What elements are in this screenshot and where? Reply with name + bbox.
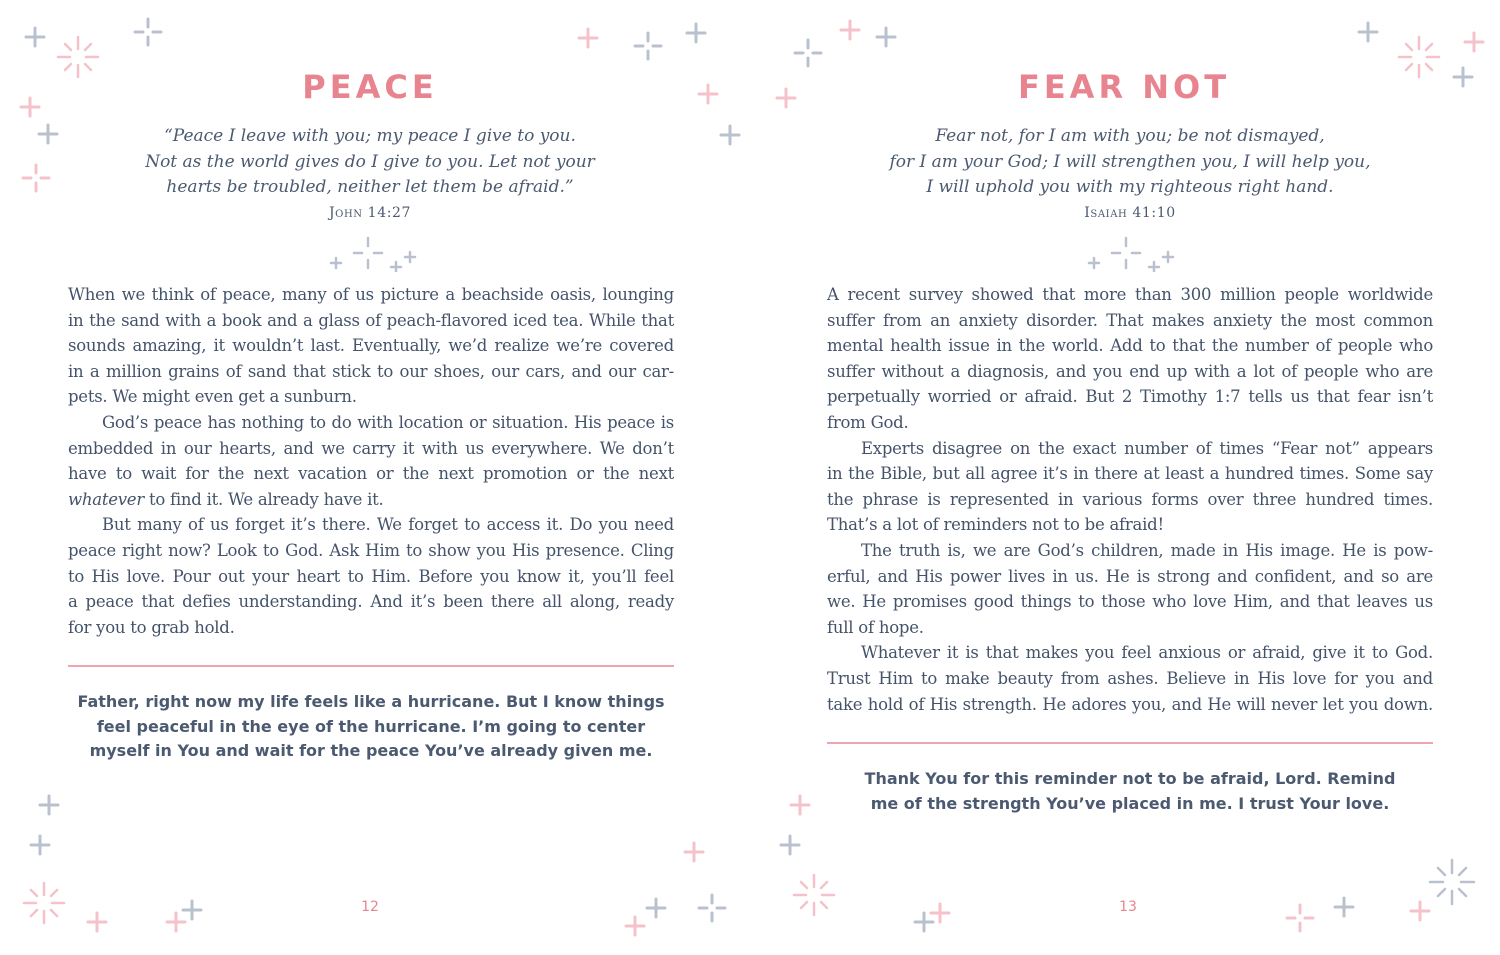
body-line: sounds amazing, it wouldn’t last. Eventually, we’d realize we’re covered [68,336,674,356]
devotional-body [827,282,1433,717]
divider-sparkle-icon [1080,232,1180,272]
page-number: 12 [361,899,379,915]
divider-sparkle-icon [322,232,422,272]
prayer-line: myself in You and wait for the peace You’ve already given me. [89,741,653,760]
quote-line: Not as the world gives do I give to you. Let not your [145,151,595,172]
body-line: from God. [827,412,909,432]
page-title: FEAR NOT [1017,68,1231,106]
body-line: embedded in our hearts, and we carry it with us everywhere. We don’t [68,438,674,458]
body-line: in a million grains of sand that stick to our shoes, our cars, and our car- [68,361,674,381]
body-line: erful, and His power lives in us. He is strong and confident, and so are [827,566,1433,586]
page-title: PEACE [302,68,438,106]
scripture-quote [830,124,1430,201]
prayer-line: me of the strength You’ve placed in me. I trust Your love. [870,793,1390,813]
page-number: 13 [1119,899,1137,915]
prayer-line: feel peaceful in the eye of the hurricane. I’m going to center [96,716,646,736]
quote-line: I will uphold you with my righteous right hand. [926,177,1334,197]
body-line: mental health issue in the world. Add to that the number of people who [827,336,1433,356]
section-divider [68,665,674,667]
quote-line: for I am your God; I will strengthen you, I will help you, [889,151,1371,172]
emphasis-text: whatever [68,489,144,509]
scripture-reference: Isaiah 41:10 [1084,205,1176,221]
quote-line: hearts be troubled, neither let them be afraid.” [166,177,574,197]
body-line: take hold of His strength. He adores you, and He will never let you down. [827,694,1433,714]
body-line: The truth is, we are God’s children, made in His image. He is pow- [861,540,1433,560]
scripture-quote [70,124,670,201]
body-line: That’s a lot of reminders not to be afraid! [827,515,1164,535]
body-line: a peace that defies understanding. And it’s been there all along, ready [68,592,674,612]
quote-line: Fear not, for I am with you; be not dismayed, [935,126,1325,146]
body-line: suffer without a diagnosis, and you end up with a lot of people who are [827,361,1433,381]
body-line: in the sand with a book and a glass of peach-flavored iced tea. While that [68,310,674,330]
right-page [750,0,1500,955]
body-line: Whatever it is that makes you feel anxious or afraid, give it to God. [861,643,1433,663]
body-line: full of hope. [827,617,924,637]
body-line: whatever to find it. We already have it. [68,489,384,509]
prayer-text [827,767,1433,816]
body-line: pets. We might even get a sunburn. [68,387,357,407]
body-line: in the Bible, but all agree it’s in there at least a hundred times. Some say [827,464,1433,484]
body-line: Trust Him to make beauty from ashes. Believe in His love for you and [827,668,1433,688]
body-line: have to wait for the next vacation or the next promotion or the next [68,464,674,484]
body-line: the phrase is represented in various forms over three hundred times. [827,489,1433,509]
body-line: A recent survey showed that more than 300 million people worldwide [827,285,1433,304]
body-line: to His love. Pour out your heart to Him. Before you know it, you’ll feel [68,566,674,586]
scripture-reference: John 14:27 [328,205,412,221]
body-line: But many of us forget it’s there. We forget to access it. Do you need [102,515,674,535]
body-line: God’s peace has nothing to do with location or situation. His peace is [102,412,674,432]
body-line: perpetually worried or afraid. But 2 Timothy 1:7 tells us that fear isn’t [827,387,1433,407]
prayer-line: Thank You for this reminder not to be afraid, Lord. Remind [864,769,1396,788]
body-line: we. He promises good things to those who love Him, and that leaves us [827,592,1433,612]
devotional-body [68,282,674,640]
body-line: When we think of peace, many of us picture a beachside oasis, lounging [68,285,674,304]
prayer-text [68,690,674,764]
body-line: suffer from an anxiety disorder. That makes anxiety the most common [827,310,1433,330]
body-line: peace right now? Look to God. Ask Him to show you His presence. Cling [68,540,674,560]
body-line: Experts disagree on the exact number of times “Fear not” appears [861,438,1433,458]
body-line: for you to grab hold. [68,617,235,637]
quote-line: “Peace I leave with you; my peace I give to you. [164,126,576,146]
section-divider [827,742,1433,744]
prayer-line: Father, right now my life feels like a hurricane. But I know things [77,692,665,711]
